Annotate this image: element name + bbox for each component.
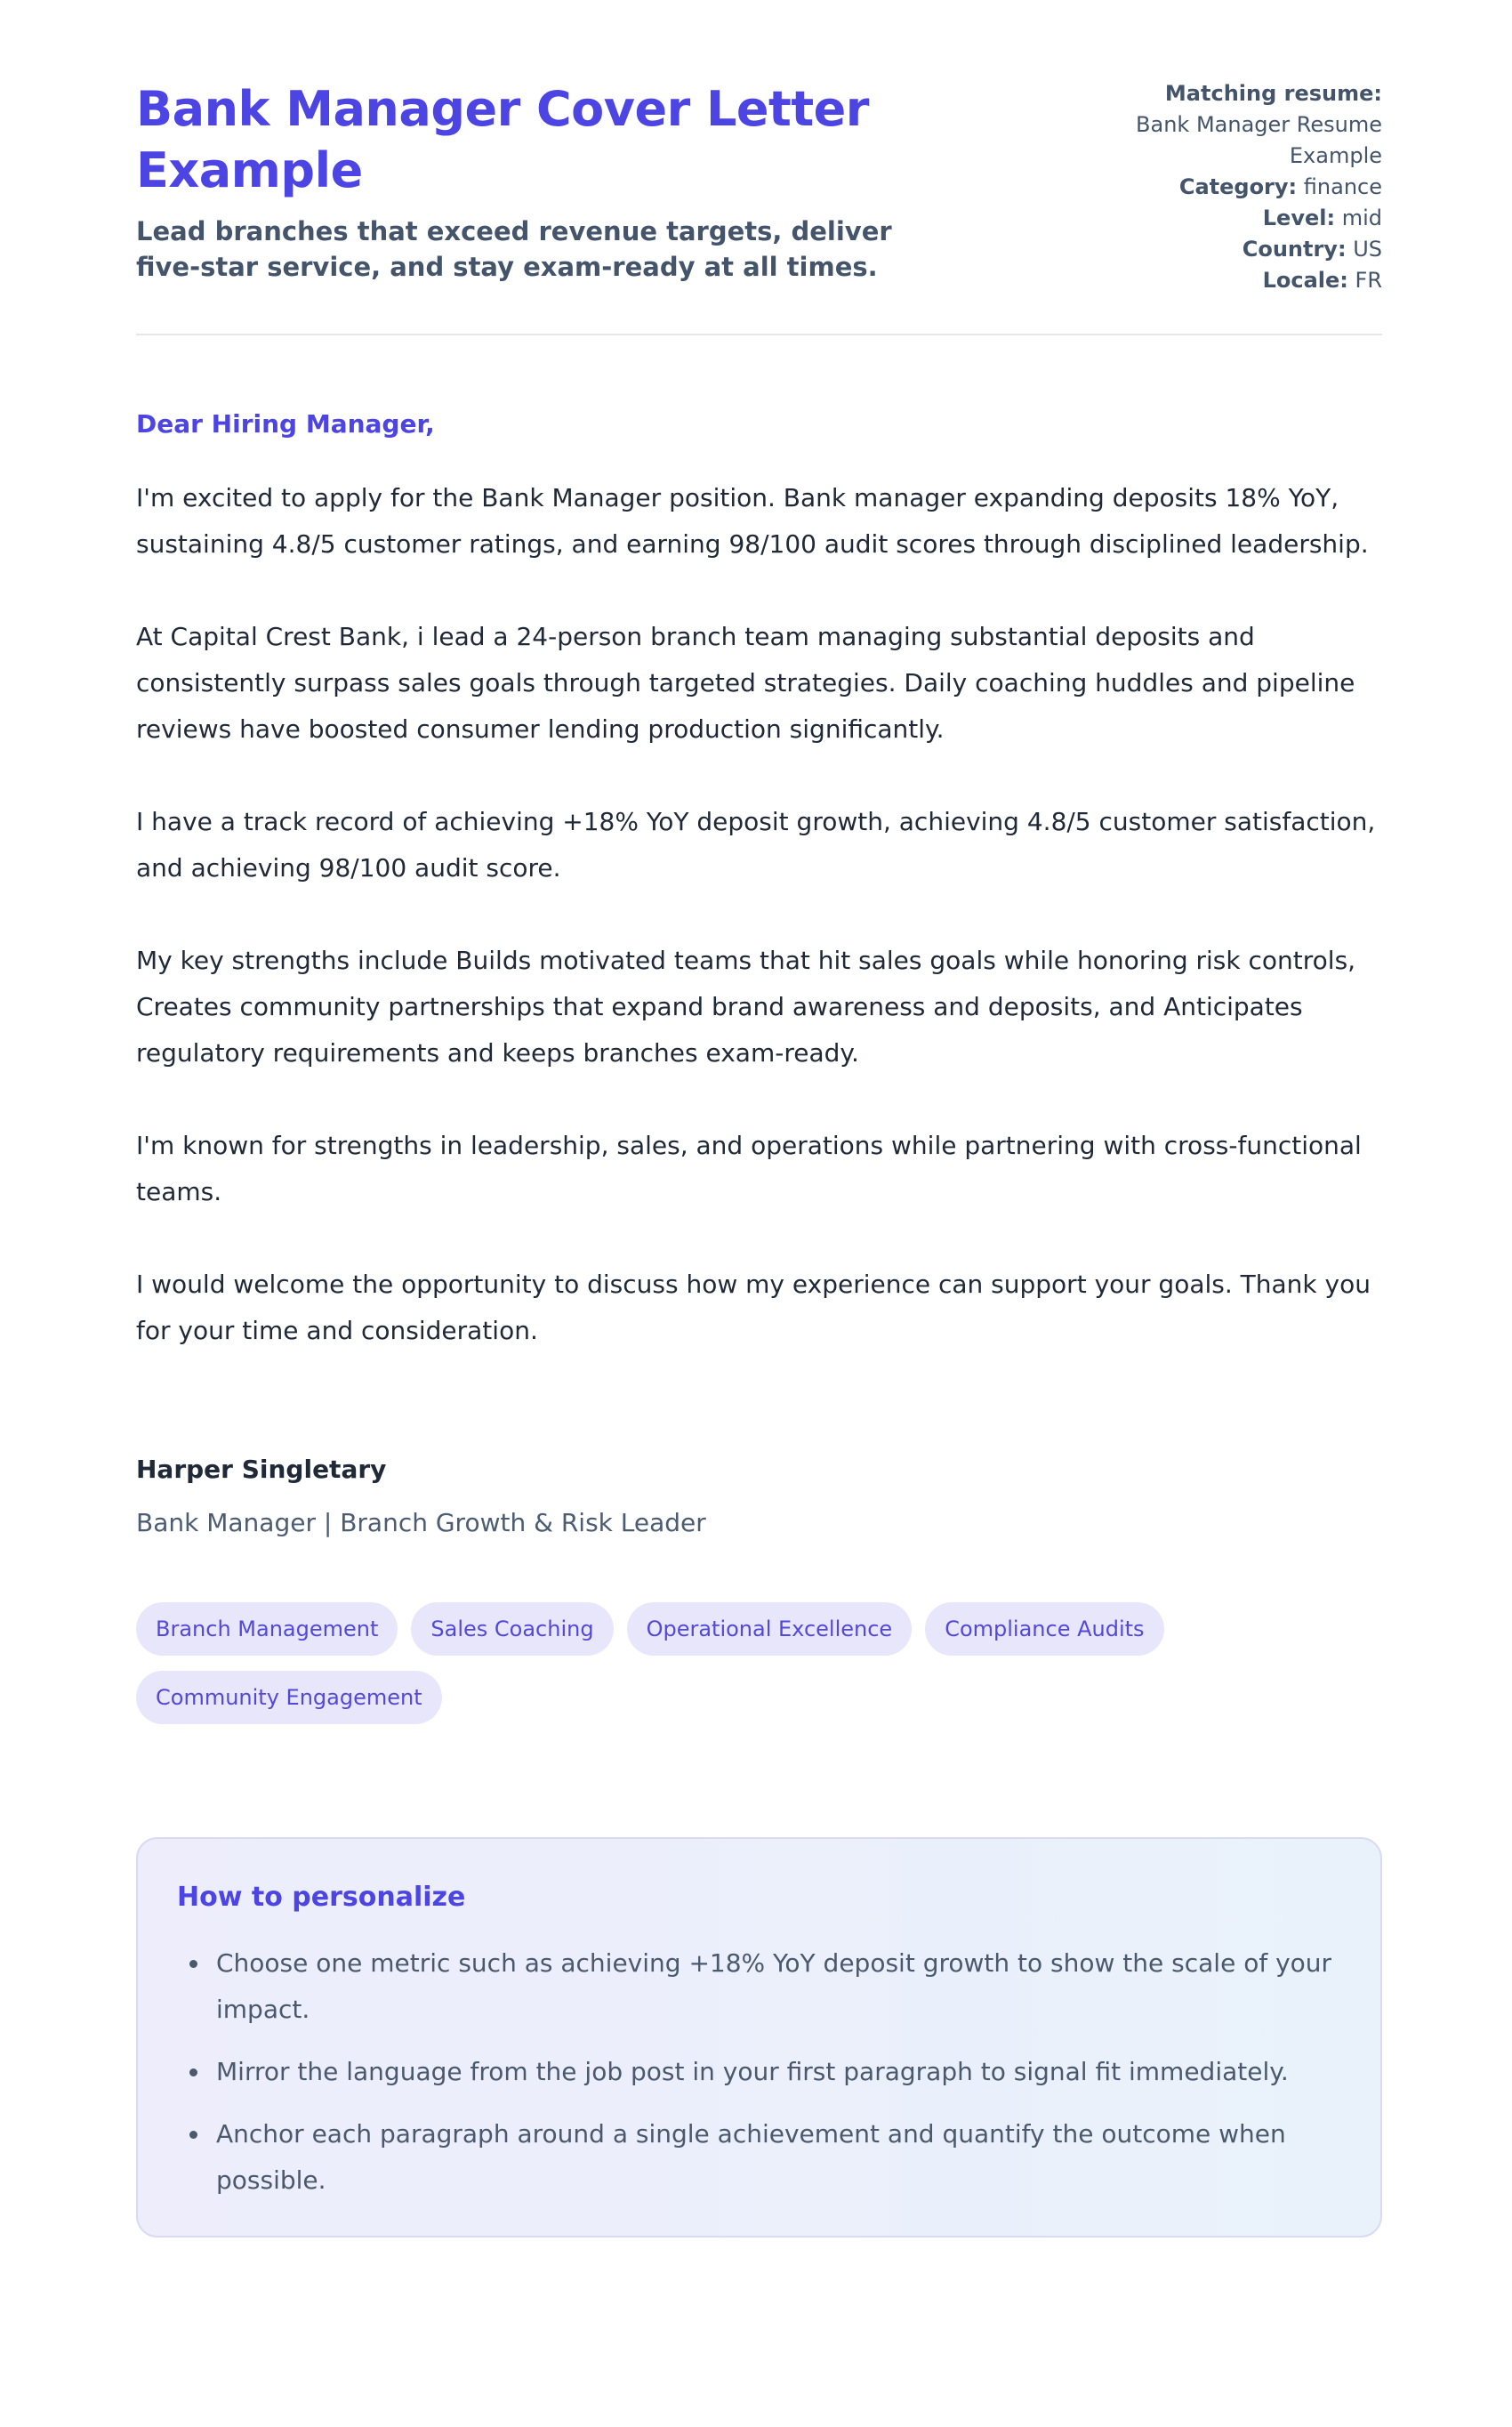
meta-label: Locale: — [1262, 268, 1348, 293]
personalize-tips — [177, 1940, 1341, 2204]
header-title-block — [136, 78, 972, 285]
personalize-tip: • Mirror the language from the job post in your first paragraph to signal fit immediately. — [211, 2049, 1341, 2095]
resume-meta — [1106, 78, 1382, 296]
personalize-card-title: How to personalize — [177, 1882, 466, 1913]
meta-category — [1106, 172, 1382, 203]
tag-chip-branch-management[interactable]: Branch Management — [136, 1602, 398, 1656]
signature-block — [136, 1447, 1382, 1546]
personalize-card — [136, 1837, 1382, 2238]
letter-paragraph: I'm known for strengths in leadership, sales, and operations while partnering with cross-functional teams. — [136, 1131, 1362, 1206]
letter-paragraph: I have a track record of achieving +18% YoY deposit growth, achieving 4.8/5 customer satisfaction, and achieving 98/100 audit score. — [136, 807, 1376, 883]
tag-chip-compliance-audits[interactable]: Compliance Audits — [925, 1602, 1163, 1656]
meta-value: mid — [1341, 206, 1382, 230]
meta-locale — [1106, 265, 1382, 296]
meta-label: Level: — [1262, 206, 1336, 230]
header-divider — [136, 334, 1382, 335]
meta-label: Matching resume: — [1164, 81, 1382, 106]
meta-value: finance — [1303, 174, 1382, 199]
skill-tags — [136, 1602, 1382, 1724]
meta-label: Category: — [1178, 174, 1298, 199]
signature-name: Harper Singletary — [136, 1455, 387, 1484]
meta-country — [1106, 234, 1382, 265]
meta-value: Bank Manager Resume Example — [1136, 112, 1382, 168]
cover-letter-body — [136, 401, 1382, 1724]
page-header — [136, 78, 1382, 296]
letter-greeting: Dear Hiring Manager, — [136, 409, 435, 439]
tag-chip-sales-coaching[interactable]: Sales Coaching — [411, 1602, 613, 1656]
personalize-tip: • Choose one metric such as achieving +18% YoY deposit growth to show the scale of your impact. — [211, 1940, 1341, 2033]
meta-level — [1106, 203, 1382, 234]
letter-paragraph: My key strengths include Builds motivated teams that hit sales goals while honoring risk controls, Creates community partnerships that expand brand awareness and deposits, and Anticipates regulatory requirements and keeps branches exam-ready. — [136, 946, 1356, 1068]
tag-chip-community-engagement[interactable]: Community Engagement — [136, 1671, 442, 1724]
meta-value: FR — [1355, 268, 1382, 293]
signature-role: Bank Manager | Branch Growth & Risk Leader — [136, 1508, 706, 1537]
meta-label: Country: — [1242, 237, 1347, 262]
meta-matching-resume — [1106, 78, 1382, 172]
personalize-tip: • Anchor each paragraph around a single achievement and quantify the outcome when possible. — [211, 2111, 1341, 2204]
meta-value: US — [1353, 237, 1382, 262]
letter-paragraph: I would welcome the opportunity to discuss how my experience can support your goals. Thank you for your time and consideration. — [136, 1270, 1371, 1345]
page-title: Bank Manager Cover Letter Example — [136, 81, 869, 198]
letter-paragraph: At Capital Crest Bank, i lead a 24-person branch team managing substantial deposits and consistently surpass sales goals through targeted strategies. Daily coaching huddles and pipeline reviews have boosted consumer lending production significantly. — [136, 622, 1355, 744]
letter-paragraph: I'm excited to apply for the Bank Manager position. Bank manager expanding deposits 18% YoY, sustaining 4.8/5 customer ratings, and earning 98/100 audit scores through disciplined leadership. — [136, 483, 1369, 559]
tag-chip-operational-excellence[interactable]: Operational Excellence — [627, 1602, 913, 1656]
page-subtitle: Lead branches that exceed revenue targets, deliver five-star service, and stay exam-ready at all times. — [136, 216, 892, 282]
